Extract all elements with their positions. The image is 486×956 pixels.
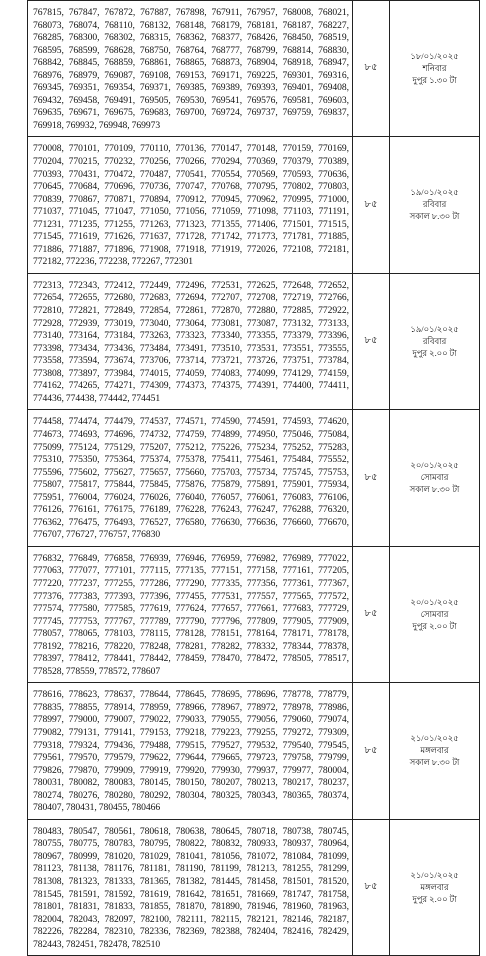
candidate-count-cell: ৮৫ [353,137,390,273]
roll-numbers-cell: 778616, 778623, 778637, 778644, 778645, 778695, 778696, 778778, 778779, 778835, 778855, 778914, 778959, 778966, 778967, 778972, 778978, 778986, 778997, 779000, 779007, 779022, 779033, 779055, 779056, 779060, 779074, 779082, 779131, 779141, 779153, 779218, 779223, 779255, 779272, 779309, 779318, 779324, 779436, 779488, 779515, 779527, 779532, 779540, 779545, 779561, 779570, 779579, 779622, 779644, 779665, 779723, 779758, 779799, 779826, 779870, 779909, 779919, 779920, 779930, 779937, 779977, 780004, 780031, 780082, 780083, 780145, 780150, 780207, 780213, 780217, 780237, 780274, 780276, 780280, 780292, 780304, 780325, 780343, 780365, 780374, 780407, 780431, 780455, 780466 [28,683,353,819]
roll-numbers-cell: 772313, 772343, 772412, 772449, 772496, 772531, 772625, 772648, 772652, 772654, 772655, 772680, 772683, 772694, 772707, 772708, 772719, 772766, 772810, 772821, 772849, 772854, 772861, 772870, 772880, 772885, 772922, 772928, 772939, 773019, 773040, 773064, 773081, 773087, 773132, 773133, 773140, 773164, 773184, 773263, 773323, 773340, 773355, 773379, 773396, 773398, 773434, 773436, 773484, 773491, 773510, 773531, 773551, 773555, 773558, 773594, 773674, 773706, 773714, 773721, 773726, 773751, 773784, 773808, 773897, 773984, 774015, 774059, 774083, 774099, 774129, 774159, 774162, 774265, 774271, 774309, 774373, 774375, 774391, 774400, 774411, 774436, 774438, 774442, 774451 [28,273,353,409]
date-time-cell [390,1,480,137]
exam-date: ১৯/০১/২০২৫ [410,324,459,334]
roll-numbers-cell: 767815, 767847, 767872, 767887, 767898, 767911, 767957, 768008, 768021, 768073, 768074, 768110, 768132, 768148, 768179, 768181, 768187, 768227, 768285, 768300, 768302, 768315, 768362, 768377, 768426, 768450, 768519, 768595, 768599, 768628, 768750, 768764, 768777, 768799, 768814, 768830, 768842, 768845, 768859, 768861, 768865, 768873, 768904, 768918, 768947, 768976, 768979, 769087, 769108, 769153, 769171, 769225, 769301, 769316, 769345, 769351, 769354, 769371, 769385, 769389, 769393, 769401, 769408, 769432, 769458, 769491, 769505, 769530, 769541, 769576, 769581, 769603, 769635, 769671, 769675, 769683, 769700, 769724, 769737, 769759, 769837, 769918, 769932, 769948, 769973 [28,1,353,137]
exam-day: মঙ্গলবার [420,746,449,756]
schedule-row [28,410,480,546]
exam-time: দুপুর ২.০০ টা [412,621,457,631]
exam-day: রবিবার [422,336,447,346]
schedule-row [28,546,480,682]
date-time-cell [390,546,480,682]
exam-date: ১৮/০১/২০২৫ [410,51,459,61]
roll-numbers-cell: 780483, 780547, 780561, 780618, 780638, 780645, 780718, 780738, 780745, 780755, 780775, 780783, 780795, 780822, 780832, 780933, 780937, 780964, 780967, 780999, 781020, 781029, 781041, 781056, 781072, 781084, 781099, 781123, 781138, 781176, 781181, 781190, 781199, 781213, 781255, 781299, 781308, 781323, 781333, 781365, 781382, 781445, 781458, 781501, 781520, 781545, 781591, 781592, 781619, 781642, 781651, 781669, 781747, 781758, 781801, 781831, 781833, 781855, 781870, 781890, 781946, 781960, 781963, 782004, 782043, 782097, 782100, 782111, 782115, 782121, 782146, 782187, 782226, 782284, 782310, 782336, 782369, 782388, 782404, 782416, 782429, 782443, 782451, 782478, 782510 [28,819,353,955]
candidate-count-cell: ৮৫ [353,683,390,819]
exam-day: সোমবার [420,473,449,483]
roll-numbers-cell: 770008, 770101, 770109, 770110, 770136, 770147, 770148, 770159, 770169, 770204, 770215, 770232, 770256, 770266, 770294, 770369, 770379, 770389, 770393, 770431, 770472, 770487, 770541, 770554, 770569, 770593, 770636, 770645, 770684, 770696, 770736, 770747, 770768, 770795, 770802, 770803, 770839, 770867, 770871, 770894, 770912, 770945, 770962, 770995, 771000, 771037, 771045, 771047, 771050, 771056, 771059, 771098, 771103, 771191, 771231, 771235, 771255, 771263, 771323, 771355, 771406, 771501, 771515, 771545, 771619, 771626, 771637, 771728, 771742, 771773, 771781, 771885, 771886, 771887, 771896, 771908, 771918, 771919, 772026, 772108, 772181, 772182, 772236, 772238, 772267, 772301 [28,137,353,273]
date-time-cell [390,410,480,546]
schedule-row [28,273,480,409]
exam-date: ২১/০১/২০২৫ [410,870,459,880]
date-time-cell [390,137,480,273]
candidate-count-cell: ৮৫ [353,410,390,546]
exam-date: ১৯/০১/২০২৫ [410,188,459,198]
exam-schedule-table [27,0,480,956]
exam-time: সকাল ৮.৩০ টা [409,212,460,222]
candidate-count-cell: ৮৫ [353,546,390,682]
exam-day: সোমবার [420,609,449,619]
roll-numbers-cell: 774458, 774474, 774479, 774537, 774571, 774590, 774591, 774593, 774620, 774673, 774693, 774696, 774732, 774759, 774899, 774950, 775046, 775084, 775099, 775124, 775129, 775207, 775212, 775226, 775234, 775252, 775283, 775310, 775350, 775364, 775374, 775378, 775411, 775461, 775484, 775552, 775596, 775602, 775627, 775657, 775660, 775703, 775734, 775745, 775753, 775807, 775817, 775844, 775845, 775876, 775879, 775891, 775901, 775934, 775951, 776004, 776024, 776026, 776040, 776057, 776061, 776083, 776106, 776126, 776161, 776175, 776189, 776228, 776243, 776247, 776288, 776320, 776362, 776475, 776493, 776527, 776580, 776630, 776636, 776660, 776670, 776707, 776727, 776757, 776830 [28,410,353,546]
exam-time: দুপুর ২.০০ টা [412,894,457,904]
schedule-row [28,683,480,819]
date-time-cell [390,273,480,409]
date-time-cell [390,819,480,955]
roll-numbers-cell: 776832, 776849, 776858, 776939, 776946, 776959, 776982, 776989, 777022, 777063, 777077, 777101, 777115, 777135, 777151, 777158, 777161, 777205, 777220, 777237, 777255, 777286, 777290, 777335, 777356, 777361, 777367, 777376, 777383, 777393, 777396, 777455, 777531, 777557, 777565, 777572, 777574, 777580, 777585, 777619, 777624, 777657, 777661, 777683, 777729, 777745, 777753, 777767, 777789, 777790, 777796, 777809, 777905, 777909, 778057, 778065, 778103, 778115, 778128, 778151, 778164, 778171, 778178, 778192, 778216, 778220, 778248, 778281, 778282, 778332, 778344, 778378, 778397, 778412, 778441, 778442, 778459, 778470, 778472, 778505, 778517, 778528, 778559, 778572, 778607 [28,546,353,682]
schedule-row [28,819,480,955]
exam-time: দুপুর ১.৩০ টা [412,75,457,85]
date-time-cell [390,683,480,819]
exam-time: সকাল ৮.৩০ টা [409,758,460,768]
exam-time: সকাল ৮.৩০ টা [409,485,460,495]
exam-day: মঙ্গলবার [420,882,449,892]
candidate-count-cell: ৮৫ [353,1,390,137]
schedule-row [28,1,480,137]
schedule-row [28,137,480,273]
exam-date: ২০/০১/২০২৫ [410,461,459,471]
exam-day: শনিবার [422,63,447,73]
candidate-count-cell: ৮৫ [353,273,390,409]
candidate-count-cell: ৮৫ [353,819,390,955]
schedule-rows [28,1,480,956]
exam-date: ২১/০১/২০২৫ [410,734,459,744]
exam-time: দুপুর ২.০০ টা [412,348,457,358]
exam-day: রবিবার [422,200,447,210]
exam-date: ২০/০১/২০২৫ [410,597,459,607]
